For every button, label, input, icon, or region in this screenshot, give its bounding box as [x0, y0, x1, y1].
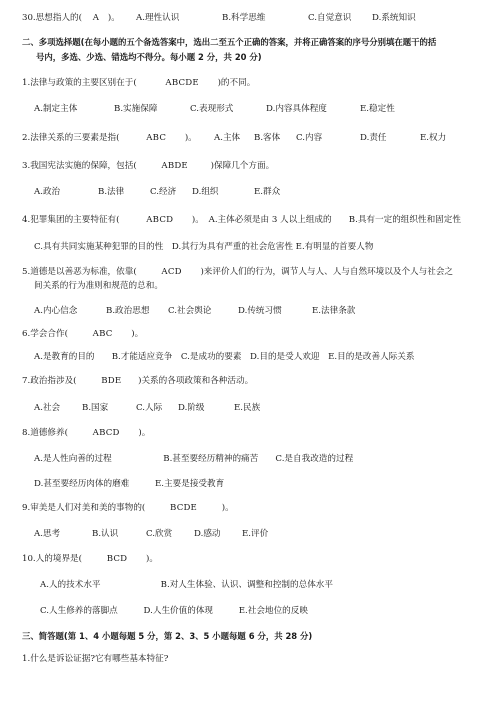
mc3-option-c: C.经济	[150, 187, 177, 197]
mc9-option-a: A.思考	[34, 529, 61, 539]
mc8-options-line2: D.甚至要经历肉体的磨难 E.主要是接受教育	[34, 479, 225, 489]
mc1-option-e: E.稳定性	[360, 104, 395, 114]
mc5-stem-line2: 间关系的行为准则和规范的总和。	[34, 281, 163, 291]
mc3-answer: ABDE	[161, 161, 188, 171]
mc9-option-b: B.认识	[92, 529, 119, 539]
mc9-option-c: C.欣赏	[146, 529, 173, 539]
q30-option-d: D.系统知识	[372, 13, 416, 23]
mc7-option-b: B.国家	[82, 403, 109, 413]
mc3-option-a: A.政治	[34, 187, 61, 197]
mc4-stem: 4.犯罪集团的主要特征有( ABCD )。 A.主体必须是由 3 人以上组成的 B.具有一定的组织性和固定性	[22, 215, 461, 225]
q30-option-b: B.科学思维	[222, 13, 266, 23]
mc10-answer: BCD	[106, 554, 128, 564]
mc9-option-e: E.评价	[242, 529, 269, 539]
mc3-option-d: D.组织	[192, 187, 219, 197]
mc7-option-e: E.民族	[234, 403, 261, 413]
mc3-option-e: E.群众	[254, 187, 281, 197]
q30-stem: 30.思想指人的( A )。	[22, 13, 120, 23]
section2-heading-line2: 号内，多选、少选、错选均不得分。每小题 2 分，共 20 分)	[36, 52, 262, 62]
mc8-options-line1: A.是人性向善的过程 B.甚至要经历精神的痛苦 C.是自我改造的过程	[34, 454, 354, 464]
mc5-option-e: E.法律条款	[312, 306, 356, 316]
mc9-answer: BCDE	[170, 503, 198, 513]
mc10-stem: 10.人的境界是( BCD )。	[22, 554, 158, 564]
mc1-option-a: A.制定主体	[34, 104, 78, 114]
q30-option-c: C.自觉意识	[308, 13, 352, 23]
mc2-option-a: A.主体	[214, 133, 241, 143]
mc5-option-b: B.政治思想	[106, 306, 150, 316]
q30-option-a: A.理性认识	[136, 13, 180, 23]
mc6-answer: ABC	[92, 329, 113, 339]
mc7-answer: BDE	[101, 376, 122, 386]
mc1-stem: 1.法律与政策的主要区别在于( ABCDE )的不同。	[22, 78, 256, 88]
mc7-option-c: C.人际	[136, 403, 163, 413]
mc7-option-d: D.阶级	[178, 403, 205, 413]
mc2-stem: 2.法律关系的三要素是指( ABC )。	[22, 133, 197, 143]
mc6-stem: 6.学会合作( ABC )。	[22, 329, 144, 339]
mc7-stem: 7.政治指涉及( BDE )关系的各项政策和各种活动。	[22, 376, 254, 386]
section2-heading-line1: 二、多项选择题(在每小题的五个备选答案中，选出二至五个正确的答案，并将正确答案的序号分别填在题干的括	[22, 37, 437, 47]
mc1-option-c: C.表现形式	[190, 104, 234, 114]
mc9-option-d: D.感动	[194, 529, 221, 539]
mc7-option-a: A.社会	[34, 403, 61, 413]
mc1-answer: ABCDE	[165, 78, 199, 88]
mc10-options-line1: A.人的技术水平 B.对人生体验、认识、调整和控制的总体水平	[40, 580, 333, 590]
mc6-options-line: A.是教育的目的 B.才能适应竞争 C.是成功的要素 D.目的是受人欢迎 E.目的是改善人际关系	[34, 352, 415, 362]
mc3-stem: 3.我国宪法实施的保障，包括( ABDE )保障几个方面。	[22, 161, 275, 171]
mc2-answer: ABC	[146, 133, 167, 143]
mc9-stem: 9.审美是人们对美和美的事物的( BCDE )。	[22, 503, 234, 513]
mc3-option-b: B.法律	[98, 187, 125, 197]
mc8-stem: 8.道德修养( ABCD )。	[22, 428, 151, 438]
mc2-option-c: C.内容	[296, 133, 323, 143]
mc4-answer: ABCD	[146, 215, 174, 225]
mc1-option-b: B.实施保障	[114, 104, 158, 114]
mc2-option-e: E.权力	[420, 133, 447, 143]
mc1-option-d: D.内容具体程度	[266, 104, 327, 114]
mc5-option-a: A.内心信念	[34, 306, 78, 316]
mc10-options-line2: C.人生修养的落脚点 D.人生价值的体现 E.社会地位的反映	[40, 606, 308, 616]
mc5-option-d: D.传统习惯	[238, 306, 282, 316]
mc5-answer: ACD	[161, 267, 182, 277]
mc5-option-c: C.社会舆论	[168, 306, 212, 316]
mc5-stem: 5.道德是以善恶为标准，依靠( ACD )来评价人们的行为，调节人与人、人与自然环境以及个人与社会之	[22, 267, 454, 277]
section3-heading: 三、简答题(第 1、4 小题每题 5 分，第 2、3、5 小题每题 6 分，共 28 分)	[22, 631, 313, 641]
mc2-option-d: D.责任	[360, 133, 387, 143]
mc4-options-line: C.具有共同实施某种犯罪的目的性 D.其行为具有严重的社会危害性 E.有明显的首要人物	[34, 242, 374, 252]
mc8-answer: ABCD	[92, 428, 120, 438]
short-answer-1: 1.什么是诉讼证据?它有哪些基本特征?	[22, 654, 169, 664]
mc2-option-b: B.客体	[254, 133, 281, 143]
q30-answer: A	[92, 13, 100, 23]
